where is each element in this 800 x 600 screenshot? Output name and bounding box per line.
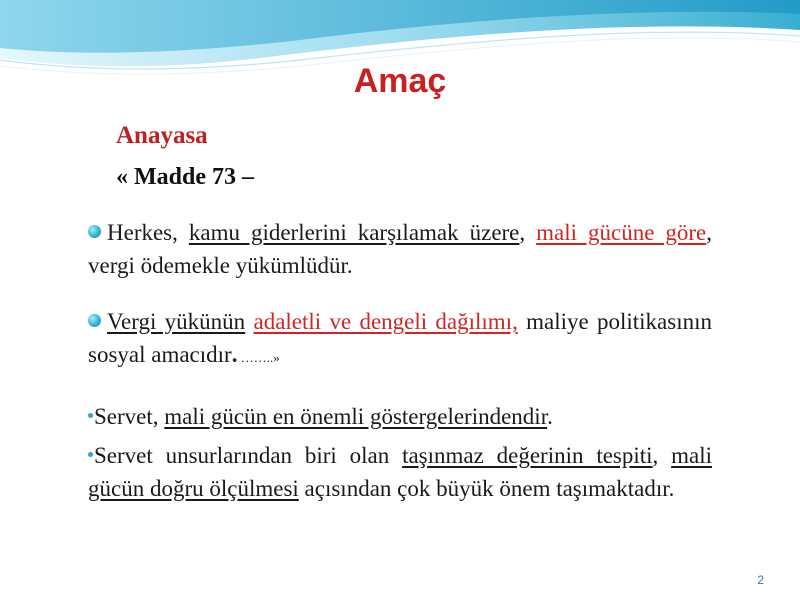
p2-underline-a: Vergi yükünün bbox=[107, 309, 246, 334]
p4-underline-b: mali gücün doğru ölçülmesi bbox=[88, 443, 713, 501]
small-bullet-icon bbox=[88, 413, 93, 418]
subtitle-anayasa: Anayasa bbox=[116, 122, 208, 149]
p1-underline-a: kamu giderlerini karşılamak üzere bbox=[188, 220, 520, 245]
slide-title: Amaç bbox=[353, 62, 447, 100]
p2-period: . bbox=[231, 342, 238, 367]
p3-underline: mali gücün en önemli göstergelerindendir bbox=[164, 404, 548, 429]
bullet-icon bbox=[88, 225, 101, 238]
bullet-paragraph-3 bbox=[88, 400, 712, 433]
p1-red-underline: mali gücüne göre bbox=[536, 220, 707, 245]
p1-text-c: , vergi ödemekle yükümlüdür. bbox=[88, 220, 713, 278]
bullet-paragraph-1 bbox=[88, 216, 712, 282]
p4-underline-a: taşınmaz değerinin tespiti bbox=[402, 443, 653, 468]
p3-text-b: . bbox=[547, 404, 553, 429]
small-bullet-icon bbox=[88, 452, 93, 457]
p3-text-a: Servet, bbox=[94, 404, 165, 429]
p2-red-underline: adaletli ve dengeli dağılımı, bbox=[253, 309, 518, 334]
p4-text-b: , bbox=[652, 443, 672, 468]
page-number: 2 bbox=[757, 573, 764, 587]
p2-ellipsis: ……..» bbox=[237, 350, 280, 365]
p1-text-a: Herkes, bbox=[107, 220, 189, 245]
p1-text-b: , bbox=[519, 220, 537, 245]
bullet-icon bbox=[88, 314, 101, 327]
bullet-paragraph-2 bbox=[88, 305, 712, 374]
subtitle-madde: « Madde 73 – bbox=[116, 164, 254, 190]
p2-text-a: maliye politikasının sosyal amacıdır bbox=[88, 309, 712, 367]
bullet-paragraph-4 bbox=[88, 439, 712, 505]
p4-text-a: Servet unsurlarından biri olan bbox=[94, 443, 403, 468]
p4-text-c: açısından çok büyük önem taşımaktadır. bbox=[298, 476, 675, 501]
